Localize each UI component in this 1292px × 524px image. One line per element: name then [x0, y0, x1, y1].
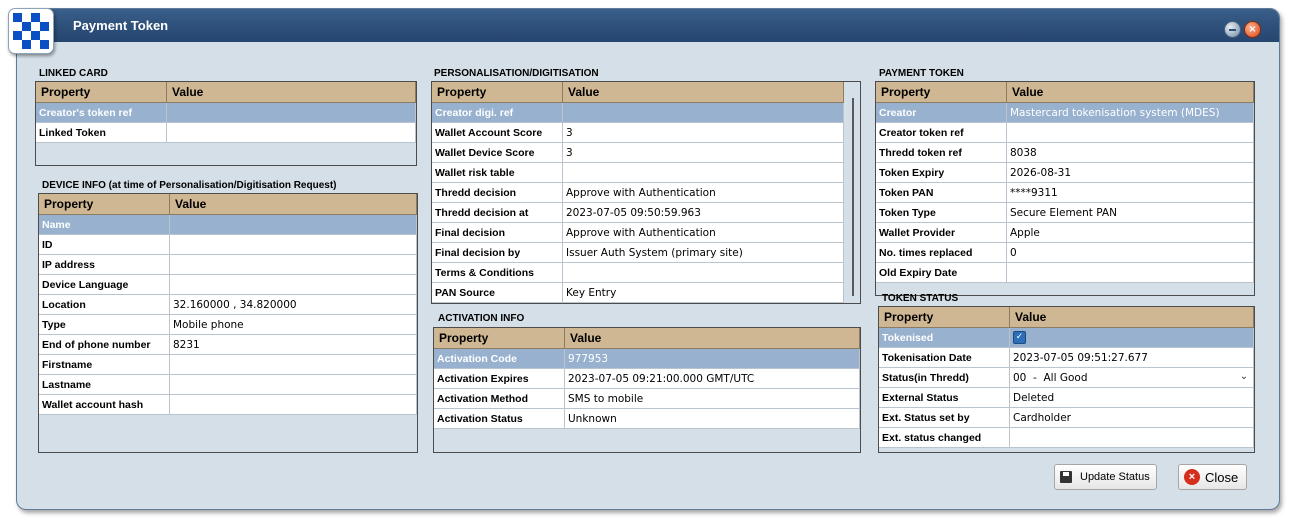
table-row[interactable] — [39, 255, 417, 275]
value-cell — [1007, 263, 1254, 283]
value-cell: 2023-07-05 09:21:00.000 GMT/UTC — [565, 369, 860, 389]
property-cell: Old Expiry Date — [876, 263, 1007, 283]
table-row[interactable] — [879, 328, 1254, 348]
value-cell: Mastercard tokenisation system (MDES) — [1007, 103, 1254, 123]
scrollbar-thumb[interactable] — [852, 98, 854, 296]
external-status-value: Deleted — [1010, 388, 1254, 408]
table-row[interactable] — [876, 243, 1254, 263]
table-row[interactable] — [432, 203, 844, 223]
ext-status-set-by-label: Ext. Status set by — [879, 408, 1010, 428]
col-property: Property — [879, 307, 1010, 328]
value-cell: 8038 — [1007, 143, 1254, 163]
property-cell: Wallet risk table — [432, 163, 563, 183]
status-select[interactable] — [1010, 368, 1254, 388]
table-row[interactable] — [39, 335, 417, 355]
personalisation-title: PERSONALISATION/DIGITISATION — [434, 68, 599, 79]
update-status-label: Update Status — [1080, 471, 1150, 483]
tokenisation-date-value: 2023-07-05 09:51:27.677 — [1010, 348, 1254, 368]
value-cell: 2023-07-05 09:50:59.963 — [563, 203, 844, 223]
property-cell: Creator's token ref — [36, 103, 167, 123]
col-property: Property — [432, 82, 563, 103]
table-row[interactable] — [39, 275, 417, 295]
property-cell: Type — [39, 315, 170, 335]
property-cell: Activation Code — [434, 349, 565, 369]
table-row[interactable] — [39, 355, 417, 375]
minimize-icon[interactable] — [1224, 21, 1241, 38]
property-cell: ID — [39, 235, 170, 255]
activation-title: ACTIVATION INFO — [438, 313, 525, 324]
update-status-button[interactable] — [1054, 464, 1157, 490]
value-cell: ****9311 — [1007, 183, 1254, 203]
activation-panel — [433, 327, 861, 453]
table-row[interactable] — [876, 103, 1254, 123]
col-value: Value — [167, 82, 416, 103]
linked-card-panel — [35, 81, 417, 166]
value-cell: Mobile phone — [170, 315, 417, 335]
property-cell: Activation Method — [434, 389, 565, 409]
value-cell: 8231 — [170, 335, 417, 355]
close-button[interactable] — [1178, 464, 1247, 490]
table-row[interactable] — [434, 389, 860, 409]
value-cell — [170, 255, 417, 275]
property-cell: Final decision — [432, 223, 563, 243]
value-cell: Key Entry — [563, 283, 844, 303]
table-row[interactable] — [39, 295, 417, 315]
value-cell: Approve with Authentication — [563, 183, 844, 203]
table-row[interactable] — [432, 243, 844, 263]
table-row[interactable] — [876, 163, 1254, 183]
value-cell — [1007, 123, 1254, 143]
activation-table — [434, 328, 860, 429]
value-cell — [170, 235, 417, 255]
ext-status-set-by-value: Cardholder — [1010, 408, 1254, 428]
linked-card-title: LINKED CARD — [39, 68, 108, 79]
property-cell: Firstname — [39, 355, 170, 375]
property-cell: PAN Source — [432, 283, 563, 303]
property-cell: Activation Expires — [434, 369, 565, 389]
chevron-down-icon[interactable]: ⌄ — [1239, 371, 1249, 382]
property-cell: Token Type — [876, 203, 1007, 223]
table-row[interactable] — [879, 348, 1254, 368]
payment-token-table — [876, 82, 1254, 283]
value-cell — [170, 275, 417, 295]
property-cell: Thredd decision — [432, 183, 563, 203]
col-value: Value — [1007, 82, 1254, 103]
personalisation-table — [432, 82, 844, 303]
table-row[interactable] — [876, 183, 1254, 203]
property-cell: Creator token ref — [876, 123, 1007, 143]
property-cell: Location — [39, 295, 170, 315]
col-property: Property — [36, 82, 167, 103]
col-value: Value — [565, 328, 860, 349]
tokenised-checkbox[interactable]: ✓ — [1013, 331, 1026, 344]
value-cell — [167, 123, 416, 143]
table-row[interactable] — [432, 163, 844, 183]
property-cell: Token PAN — [876, 183, 1007, 203]
app-grid-icon — [8, 8, 54, 54]
value-cell: SMS to mobile — [565, 389, 860, 409]
property-cell: Linked Token — [36, 123, 167, 143]
table-row[interactable] — [879, 408, 1254, 428]
value-cell: 3 — [563, 143, 844, 163]
table-row[interactable] — [432, 183, 844, 203]
personalisation-scrollbar[interactable] — [848, 86, 858, 296]
value-cell — [167, 103, 416, 123]
window-title: Payment Token — [73, 18, 169, 33]
external-status-label: External Status — [879, 388, 1010, 408]
property-cell: Token Expiry — [876, 163, 1007, 183]
title-bar[interactable] — [17, 9, 1279, 42]
table-row[interactable] — [876, 263, 1254, 283]
value-cell: 0 — [1007, 243, 1254, 263]
ext-status-changed-value — [1010, 428, 1254, 448]
value-cell: 977953 — [565, 349, 860, 369]
property-cell: Wallet account hash — [39, 395, 170, 415]
col-property: Property — [39, 194, 170, 215]
value-cell — [170, 215, 417, 235]
table-row[interactable] — [876, 203, 1254, 223]
value-cell — [170, 355, 417, 375]
table-row[interactable] — [432, 263, 844, 283]
property-cell: Terms & Conditions — [432, 263, 563, 283]
col-value: Value — [1010, 307, 1254, 328]
property-cell: Creator digi. ref — [432, 103, 563, 123]
value-cell: Unknown — [565, 409, 860, 429]
tokenised-label: Tokenised — [879, 328, 1010, 348]
table-row[interactable] — [879, 388, 1254, 408]
ext-status-changed-label: Ext. status changed — [879, 428, 1010, 448]
property-cell: Name — [39, 215, 170, 235]
value-cell — [170, 375, 417, 395]
payment-token-panel — [875, 81, 1255, 296]
device-info-panel — [38, 193, 418, 453]
table-row[interactable] — [434, 409, 860, 429]
value-cell: Issuer Auth System (primary site) — [563, 243, 844, 263]
table-row[interactable] — [36, 123, 416, 143]
table-row[interactable] — [434, 349, 860, 369]
tokenised-cell — [1010, 328, 1254, 348]
property-cell: Wallet Provider — [876, 223, 1007, 243]
value-cell — [563, 103, 844, 123]
property-cell: Thredd token ref — [876, 143, 1007, 163]
token-status-panel — [878, 306, 1255, 453]
value-cell: Secure Element PAN — [1007, 203, 1254, 223]
close-button-label: Close — [1205, 469, 1239, 485]
value-cell: Approve with Authentication — [563, 223, 844, 243]
property-cell: Wallet Device Score — [432, 143, 563, 163]
personalisation-panel — [431, 81, 861, 304]
table-row[interactable] — [879, 368, 1254, 388]
table-row[interactable] — [39, 375, 417, 395]
property-cell: Thredd decision at — [432, 203, 563, 223]
table-row[interactable] — [432, 283, 844, 303]
status-select-value: 00 - All Good — [1013, 371, 1088, 384]
payment-token-title: PAYMENT TOKEN — [879, 68, 964, 79]
linked-card-table — [36, 82, 416, 143]
table-row[interactable] — [432, 223, 844, 243]
device-info-table — [39, 194, 417, 415]
window-body — [17, 42, 1279, 509]
table-row[interactable] — [39, 235, 417, 255]
red-x-icon: × — [1184, 469, 1200, 485]
device-info-title: DEVICE INFO (at time of Personalisation/Digitisation Request) — [42, 180, 337, 191]
value-cell: 3 — [563, 123, 844, 143]
table-row[interactable] — [39, 215, 417, 235]
status-label: Status(in Thredd) — [879, 368, 1010, 388]
table-row[interactable] — [876, 143, 1254, 163]
value-cell — [563, 163, 844, 183]
token-status-title: TOKEN STATUS — [882, 293, 959, 304]
tokenisation-date-label: Tokenisation Date — [879, 348, 1010, 368]
col-property: Property — [876, 82, 1007, 103]
table-row[interactable] — [39, 315, 417, 335]
table-row[interactable] — [434, 369, 860, 389]
value-cell: 32.160000 , 34.820000 — [170, 295, 417, 315]
col-value: Value — [170, 194, 417, 215]
property-cell: IP address — [39, 255, 170, 275]
property-cell: No. times replaced — [876, 243, 1007, 263]
close-icon[interactable]: × — [1244, 21, 1261, 38]
table-row[interactable] — [876, 123, 1254, 143]
value-cell: Apple — [1007, 223, 1254, 243]
col-property: Property — [434, 328, 565, 349]
property-cell: End of phone number — [39, 335, 170, 355]
property-cell: Device Language — [39, 275, 170, 295]
property-cell: Activation Status — [434, 409, 565, 429]
table-row[interactable] — [876, 223, 1254, 243]
value-cell: 2026-08-31 — [1007, 163, 1254, 183]
table-row[interactable] — [36, 103, 416, 123]
property-cell: Lastname — [39, 375, 170, 395]
floppy-disk-icon — [1060, 471, 1072, 483]
payment-token-window — [16, 8, 1280, 510]
table-row[interactable] — [432, 103, 844, 123]
col-value: Value — [563, 82, 844, 103]
table-row[interactable] — [432, 143, 844, 163]
property-cell: Wallet Account Score — [432, 123, 563, 143]
table-row[interactable] — [879, 428, 1254, 448]
property-cell: Creator — [876, 103, 1007, 123]
table-row[interactable] — [432, 123, 844, 143]
value-cell — [563, 263, 844, 283]
value-cell — [170, 395, 417, 415]
token-status-table — [879, 307, 1254, 448]
property-cell: Final decision by — [432, 243, 563, 263]
table-row[interactable] — [39, 395, 417, 415]
